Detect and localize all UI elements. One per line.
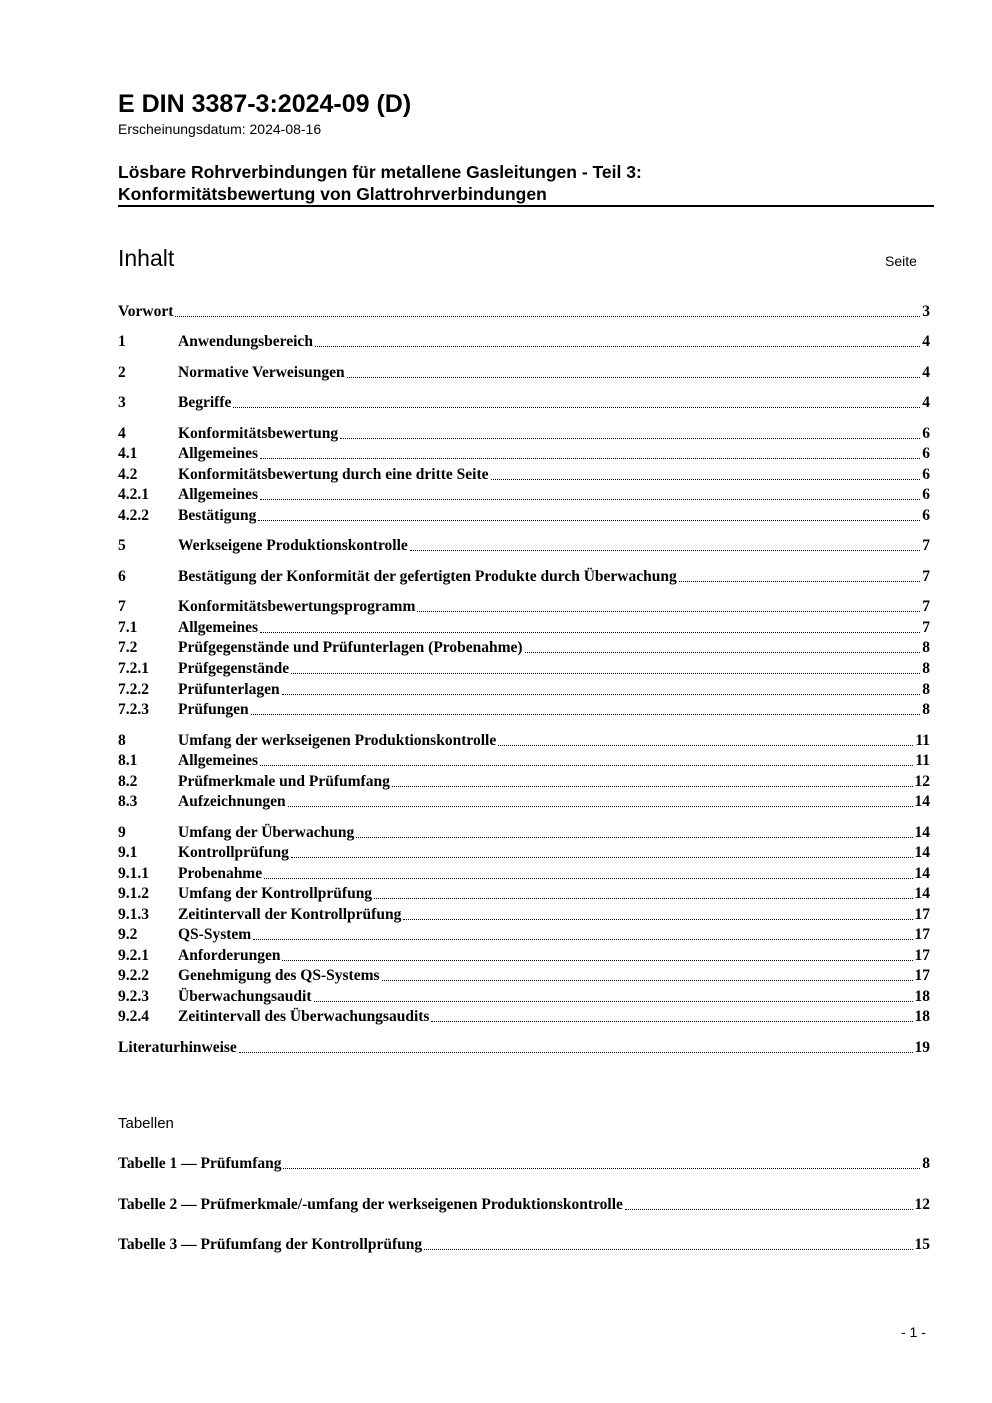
toc-entry-page: 17 — [914, 926, 930, 943]
toc-entry[interactable] — [118, 363, 930, 383]
toc-entry-title: Konformitätsbewertungsprogramm — [178, 598, 416, 615]
toc-entry[interactable] — [118, 485, 930, 505]
toc-entry-number: 9.2.2 — [118, 967, 149, 984]
toc-entry-page: 4 — [922, 394, 930, 411]
tables-heading: Tabellen — [118, 1115, 174, 1132]
toc-dot-leader — [264, 877, 912, 879]
toc-entry-number: 9.2.4 — [118, 1008, 149, 1025]
toc-entry[interactable] — [118, 700, 930, 720]
toc-dot-leader — [498, 744, 913, 746]
toc-entry[interactable] — [118, 966, 930, 986]
toc-dot-leader — [260, 457, 920, 459]
table-list-entry-title: Tabelle 2 — Prüfmerkmale/-umfang der werkseigenen Produktionskontrolle — [118, 1196, 623, 1213]
toc-entry[interactable] — [118, 864, 930, 884]
table-list-entry-page: 8 — [922, 1155, 930, 1172]
toc-entry[interactable] — [118, 1038, 930, 1058]
toc-entry-title: Begriffe — [178, 394, 232, 411]
toc-entry[interactable] — [118, 884, 930, 904]
toc-entry[interactable] — [118, 731, 930, 751]
toc-entry-number: 4 — [118, 425, 126, 442]
toc-entry-page: 12 — [914, 773, 930, 790]
toc-entry-page: 14 — [914, 885, 930, 902]
toc-dot-leader — [417, 610, 920, 612]
table-list-entry[interactable] — [118, 1154, 930, 1174]
toc-entry-page: 8 — [922, 701, 930, 718]
toc-entry[interactable] — [118, 792, 930, 812]
toc-entry[interactable] — [118, 1007, 930, 1027]
toc-entry[interactable] — [118, 638, 930, 658]
toc-entry[interactable] — [118, 751, 930, 771]
page-number: - 1 - — [901, 1324, 926, 1340]
toc-entry-title: Anforderungen — [178, 947, 281, 964]
toc-entry-page: 14 — [914, 793, 930, 810]
toc-entry-page: 7 — [922, 619, 930, 636]
toc-entry[interactable] — [118, 618, 930, 638]
toc-entry[interactable] — [118, 597, 930, 617]
toc-dot-leader — [260, 764, 913, 766]
toc-dot-leader — [282, 959, 912, 961]
toc-entry-title: Allgemeines — [178, 619, 259, 636]
document-title-line-2: Konformitätsbewertung von Glattrohrverbindungen — [118, 184, 547, 204]
toc-dot-leader — [239, 1051, 913, 1053]
toc-entry-number: 8.2 — [118, 773, 138, 790]
toc-entry-title: Zeitintervall des Überwachungsaudits — [178, 1008, 430, 1025]
toc-entry-title: Aufzeichnungen — [178, 793, 286, 810]
toc-dot-leader — [382, 979, 913, 981]
toc-entry[interactable] — [118, 987, 930, 1007]
toc-entry[interactable] — [118, 659, 930, 679]
toc-entry-page: 8 — [922, 681, 930, 698]
toc-entry-page: 6 — [922, 425, 930, 442]
toc-dot-leader — [282, 693, 921, 695]
toc-dot-leader — [175, 315, 920, 317]
toc-entry-page: 19 — [914, 1039, 930, 1056]
toc-dot-leader — [291, 672, 920, 674]
toc-entry-page: 6 — [922, 445, 930, 462]
toc-dot-leader — [374, 897, 912, 899]
title-rule — [118, 205, 934, 207]
toc-entry-title: Konformitätsbewertung durch eine dritte Seite — [178, 466, 489, 483]
table-list-entry-page: 12 — [914, 1196, 930, 1213]
toc-entry-page: 7 — [922, 537, 930, 554]
toc-entry-title: Allgemeines — [178, 752, 259, 769]
toc-entry-title: Zeitintervall der Kontrollprüfung — [178, 906, 402, 923]
toc-entry-title: QS-System — [178, 926, 252, 943]
table-list-dot-leader — [625, 1208, 913, 1210]
toc-entry-page: 6 — [922, 486, 930, 503]
toc-entry[interactable] — [118, 302, 930, 322]
toc-dot-leader — [251, 713, 921, 715]
toc-entry-number: 8 — [118, 732, 126, 749]
table-list-entry-title: Tabelle 1 — Prüfumfang — [118, 1155, 282, 1172]
toc-dot-leader — [260, 631, 920, 633]
toc-entry-number: 7.2.1 — [118, 660, 149, 677]
toc-entry-title: Umfang der Überwachung — [178, 824, 355, 841]
document-title — [118, 161, 933, 205]
toc-page-label: Seite — [885, 253, 917, 269]
toc-entry-title: Bestätigung der Konformität der gefertigten Produkte durch Überwachung — [178, 568, 677, 585]
document-id: E DIN 3387-3:2024-09 (D) — [118, 90, 412, 118]
toc-entry-title: Überwachungsaudit — [178, 988, 312, 1005]
toc-entry-number: 9.1.1 — [118, 865, 149, 882]
toc-entry-title: Werkseigene Produktionskontrolle — [178, 537, 408, 554]
toc-entry-title: Konformitätsbewertung — [178, 425, 339, 442]
toc-entry-number: 9.2 — [118, 926, 138, 943]
table-list-entry-page: 15 — [914, 1236, 930, 1253]
toc-entry-title: Umfang der Kontrollprüfung — [178, 885, 373, 902]
toc-entry-page: 17 — [914, 906, 930, 923]
toc-entry-page: 11 — [915, 732, 930, 749]
toc-entry-number: 4.2.1 — [118, 486, 149, 503]
toc-entry-title: Normative Verweisungen — [178, 364, 345, 381]
toc-entry-number: 7.1 — [118, 619, 138, 636]
toc-entry-number: 4.2 — [118, 466, 138, 483]
toc-entry-title: Prüfunterlagen — [178, 681, 280, 698]
toc-entry[interactable] — [118, 465, 930, 485]
toc-entry[interactable] — [118, 444, 930, 464]
toc-entry-number: 9.2.3 — [118, 988, 149, 1005]
toc-entry[interactable] — [118, 424, 930, 444]
toc-entry-number: 1 — [118, 333, 126, 350]
toc-entry[interactable] — [118, 680, 930, 700]
toc-entry-page: 18 — [914, 988, 930, 1005]
toc-dot-leader — [233, 406, 920, 408]
toc-dot-leader — [403, 918, 912, 920]
table-list-entry[interactable] — [118, 1235, 930, 1255]
toc-dot-leader — [491, 478, 921, 480]
toc-entry-number: 9.1 — [118, 844, 138, 861]
toc-entry-page: 4 — [922, 333, 930, 350]
toc-entry-title: Literaturhinweise — [118, 1039, 237, 1056]
toc-dot-leader — [410, 549, 920, 551]
toc-entry-title: Bestätigung — [178, 507, 257, 524]
toc-entry-number: 6 — [118, 568, 126, 585]
toc-entry-title: Umfang der werkseigenen Produktionskontrolle — [178, 732, 497, 749]
toc-entry-number: 9.1.2 — [118, 885, 149, 902]
toc-entry-number: 7.2.3 — [118, 701, 149, 718]
toc-entry-title: Vorwort — [118, 303, 174, 320]
toc-entry-title: Anwendungsbereich — [178, 333, 313, 350]
toc-entry-title: Allgemeines — [178, 445, 259, 462]
toc-dot-leader — [260, 498, 920, 500]
toc-dot-leader — [347, 376, 921, 378]
table-list-entry-title: Tabelle 3 — Prüfumfang der Kontrollprüfung — [118, 1236, 423, 1253]
toc-dot-leader — [431, 1020, 912, 1022]
toc-entry-page: 6 — [922, 507, 930, 524]
toc-entry[interactable] — [118, 536, 930, 556]
toc-entry-number: 9.1.3 — [118, 906, 149, 923]
toc-entry-page: 3 — [922, 303, 930, 320]
toc-entry-number: 2 — [118, 364, 126, 381]
toc-entry-page: 4 — [922, 364, 930, 381]
toc-entry[interactable] — [118, 843, 930, 863]
toc-entry-page: 6 — [922, 466, 930, 483]
toc-entry[interactable] — [118, 567, 930, 587]
toc-dot-leader — [392, 785, 913, 787]
document-title-line-1: Lösbare Rohrverbindungen für metallene Gasleitungen - Teil 3: — [118, 162, 642, 182]
toc-entry[interactable] — [118, 772, 930, 792]
toc-entry-page: 17 — [914, 967, 930, 984]
table-list-entry[interactable] — [118, 1195, 930, 1215]
toc-entry-number: 8.1 — [118, 752, 138, 769]
toc-entry-number: 7.2.2 — [118, 681, 149, 698]
toc-entry-page: 14 — [914, 844, 930, 861]
toc-entry[interactable] — [118, 905, 930, 925]
publication-date: Erscheinungsdatum: 2024-08-16 — [118, 121, 322, 137]
toc-entry-number: 8.3 — [118, 793, 138, 810]
toc-dot-leader — [679, 580, 921, 582]
toc-entry-page: 7 — [922, 598, 930, 615]
toc-entry[interactable] — [118, 946, 930, 966]
toc-entry-page: 17 — [914, 947, 930, 964]
toc-entry-number: 5 — [118, 537, 126, 554]
toc-dot-leader — [258, 519, 920, 521]
toc-entry-title: Prüfmerkmale und Prüfumfang — [178, 773, 390, 790]
toc-entry[interactable] — [118, 393, 930, 413]
toc-dot-leader — [314, 1000, 913, 1002]
toc-entry[interactable] — [118, 925, 930, 945]
toc-entry-number: 7 — [118, 598, 126, 615]
toc-dot-leader — [340, 437, 920, 439]
toc-entry[interactable] — [118, 332, 930, 352]
toc-entry-number: 4.1 — [118, 445, 138, 462]
toc-entry[interactable] — [118, 506, 930, 526]
toc-entry-number: 9.2.1 — [118, 947, 149, 964]
toc-entry-page: 8 — [922, 660, 930, 677]
toc-entry[interactable] — [118, 823, 930, 843]
toc-entry-page: 8 — [922, 639, 930, 656]
toc-entry-number: 4.2.2 — [118, 507, 149, 524]
toc-dot-leader — [356, 836, 912, 838]
toc-entry-title: Genehmigung des QS-Systems — [178, 967, 380, 984]
toc-dot-leader — [288, 805, 913, 807]
toc-entry-title: Kontrollprüfung — [178, 844, 289, 861]
toc-entry-page: 7 — [922, 568, 930, 585]
toc-entry-page: 14 — [914, 865, 930, 882]
toc-dot-leader — [525, 651, 921, 653]
toc-entry-number: 3 — [118, 394, 126, 411]
toc-entry-title: Prüfungen — [178, 701, 249, 718]
toc-entry-title: Allgemeines — [178, 486, 259, 503]
toc-entry-page: 11 — [915, 752, 930, 769]
toc-entry-title: Probenahme — [178, 865, 263, 882]
toc-entry-page: 14 — [914, 824, 930, 841]
toc-entry-number: 7.2 — [118, 639, 138, 656]
table-list-dot-leader — [283, 1167, 920, 1169]
toc-entry-page: 18 — [914, 1008, 930, 1025]
toc-heading: Inhalt — [118, 245, 175, 271]
toc-dot-leader — [253, 938, 912, 940]
toc-entry-title: Prüfgegenstände — [178, 660, 290, 677]
table-list-dot-leader — [424, 1248, 912, 1250]
toc-dot-leader — [315, 345, 920, 347]
toc-dot-leader — [291, 856, 913, 858]
toc-entry-title: Prüfgegenstände und Prüfunterlagen (Probenahme) — [178, 639, 523, 656]
toc-entry-number: 9 — [118, 824, 126, 841]
